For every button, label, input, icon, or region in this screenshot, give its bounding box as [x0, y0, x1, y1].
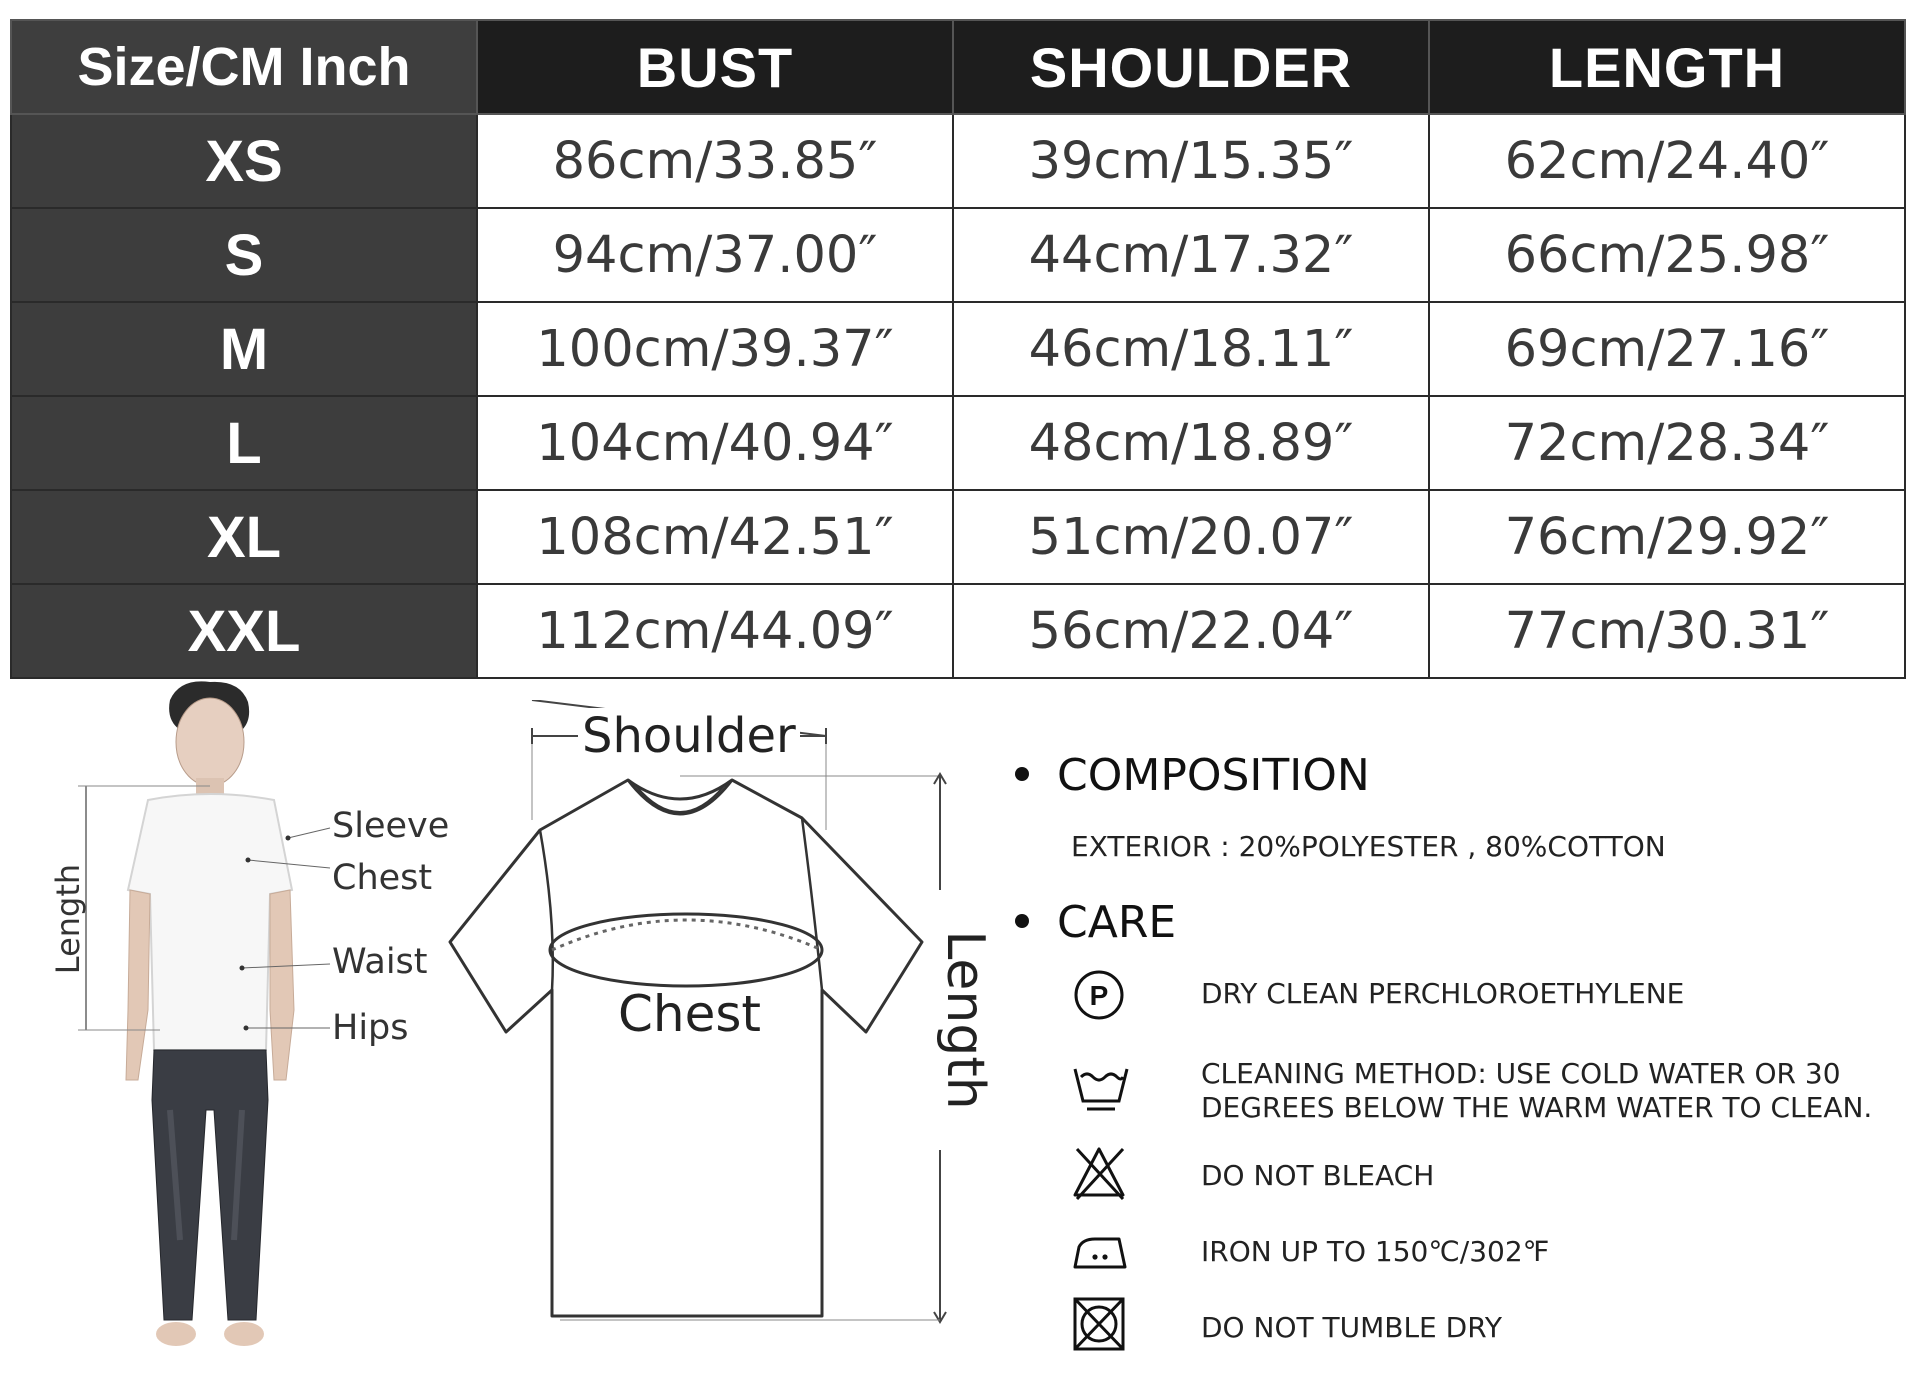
table-row	[11, 396, 1905, 490]
wash-basin-icon	[1071, 1057, 1131, 1113]
model-measurement-figure	[30, 680, 470, 1380]
table-row	[11, 302, 1905, 396]
model-label-length: Length	[49, 863, 87, 975]
no-tumble-dry-icon	[1071, 1297, 1131, 1353]
header-size-unit: Size/CM Inch	[11, 20, 477, 114]
care-heading-text: CARE	[1057, 897, 1177, 948]
composition-heading	[1015, 750, 1370, 801]
table-row	[11, 584, 1905, 678]
care-text-iron: IRON UP TO 150℃/302℉	[1201, 1235, 1550, 1268]
shirt-label-shoulder: Shoulder	[578, 708, 800, 764]
size-chart-table	[10, 19, 1906, 679]
bullet-dot	[1015, 914, 1029, 928]
table-row	[11, 208, 1905, 302]
care-text-no-bleach: DO NOT BLEACH	[1201, 1159, 1435, 1192]
size-label: XS	[11, 114, 477, 208]
bust-value: 108cm/42.51″	[477, 490, 953, 584]
care-text-no-tumble-dry: DO NOT TUMBLE DRY	[1201, 1311, 1502, 1344]
bust-value: 112cm/44.09″	[477, 584, 953, 678]
bullet-dot	[1015, 767, 1029, 781]
shirt-label-chest: Chest	[618, 985, 762, 1043]
bust-value: 104cm/40.94″	[477, 396, 953, 490]
iron-icon	[1071, 1221, 1131, 1277]
table-row	[11, 490, 1905, 584]
bust-value: 86cm/33.85″	[477, 114, 953, 208]
size-label: M	[11, 302, 477, 396]
size-label: S	[11, 208, 477, 302]
model-label-chest: Chest	[332, 858, 433, 898]
table-header-row	[11, 20, 1905, 114]
length-value: 69cm/27.16″	[1429, 302, 1905, 396]
svg-text:P: P	[1089, 980, 1109, 1011]
care-section	[1015, 735, 1905, 1375]
composition-text: EXTERIOR : 20%POLYESTER , 80%COTTON	[1071, 830, 1666, 863]
care-text-washing-line1: CLEANING METHOD: USE COLD WATER OR 30	[1201, 1057, 1841, 1090]
header-bust: BUST	[477, 20, 953, 114]
model-label-hips: Hips	[332, 1008, 409, 1048]
shoulder-value: 46cm/18.11″	[953, 302, 1429, 396]
no-bleach-icon	[1071, 1145, 1131, 1201]
shirt-measurement-diagram	[440, 700, 1000, 1340]
shoulder-value: 39cm/15.35″	[953, 114, 1429, 208]
length-value: 76cm/29.92″	[1429, 490, 1905, 584]
table-row	[11, 114, 1905, 208]
model-label-waist: Waist	[332, 942, 428, 982]
model-label-sleeve: Sleeve	[332, 806, 450, 846]
size-label: XXL	[11, 584, 477, 678]
shoulder-value: 44cm/17.32″	[953, 208, 1429, 302]
size-label: L	[11, 396, 477, 490]
composition-heading-text: COMPOSITION	[1057, 750, 1370, 801]
shoulder-value: 48cm/18.89″	[953, 396, 1429, 490]
length-value: 66cm/25.98″	[1429, 208, 1905, 302]
length-value: 62cm/24.40″	[1429, 114, 1905, 208]
care-heading	[1015, 897, 1176, 948]
bust-value: 100cm/39.37″	[477, 302, 953, 396]
header-length: LENGTH	[1429, 20, 1905, 114]
header-shoulder: SHOULDER	[953, 20, 1429, 114]
length-value: 72cm/28.34″	[1429, 396, 1905, 490]
dry-clean-p-icon	[1071, 967, 1131, 1023]
length-value: 77cm/30.31″	[1429, 584, 1905, 678]
shoulder-value: 56cm/22.04″	[953, 584, 1429, 678]
care-text-dry-clean: DRY CLEAN PERCHLOROETHYLENE	[1201, 977, 1685, 1010]
shirt-label-length: Length	[935, 890, 995, 1150]
size-label: XL	[11, 490, 477, 584]
bust-value: 94cm/37.00″	[477, 208, 953, 302]
care-text-washing-line2: DEGREES BELOW THE WARM WATER TO CLEAN.	[1201, 1091, 1873, 1124]
shoulder-value: 51cm/20.07″	[953, 490, 1429, 584]
